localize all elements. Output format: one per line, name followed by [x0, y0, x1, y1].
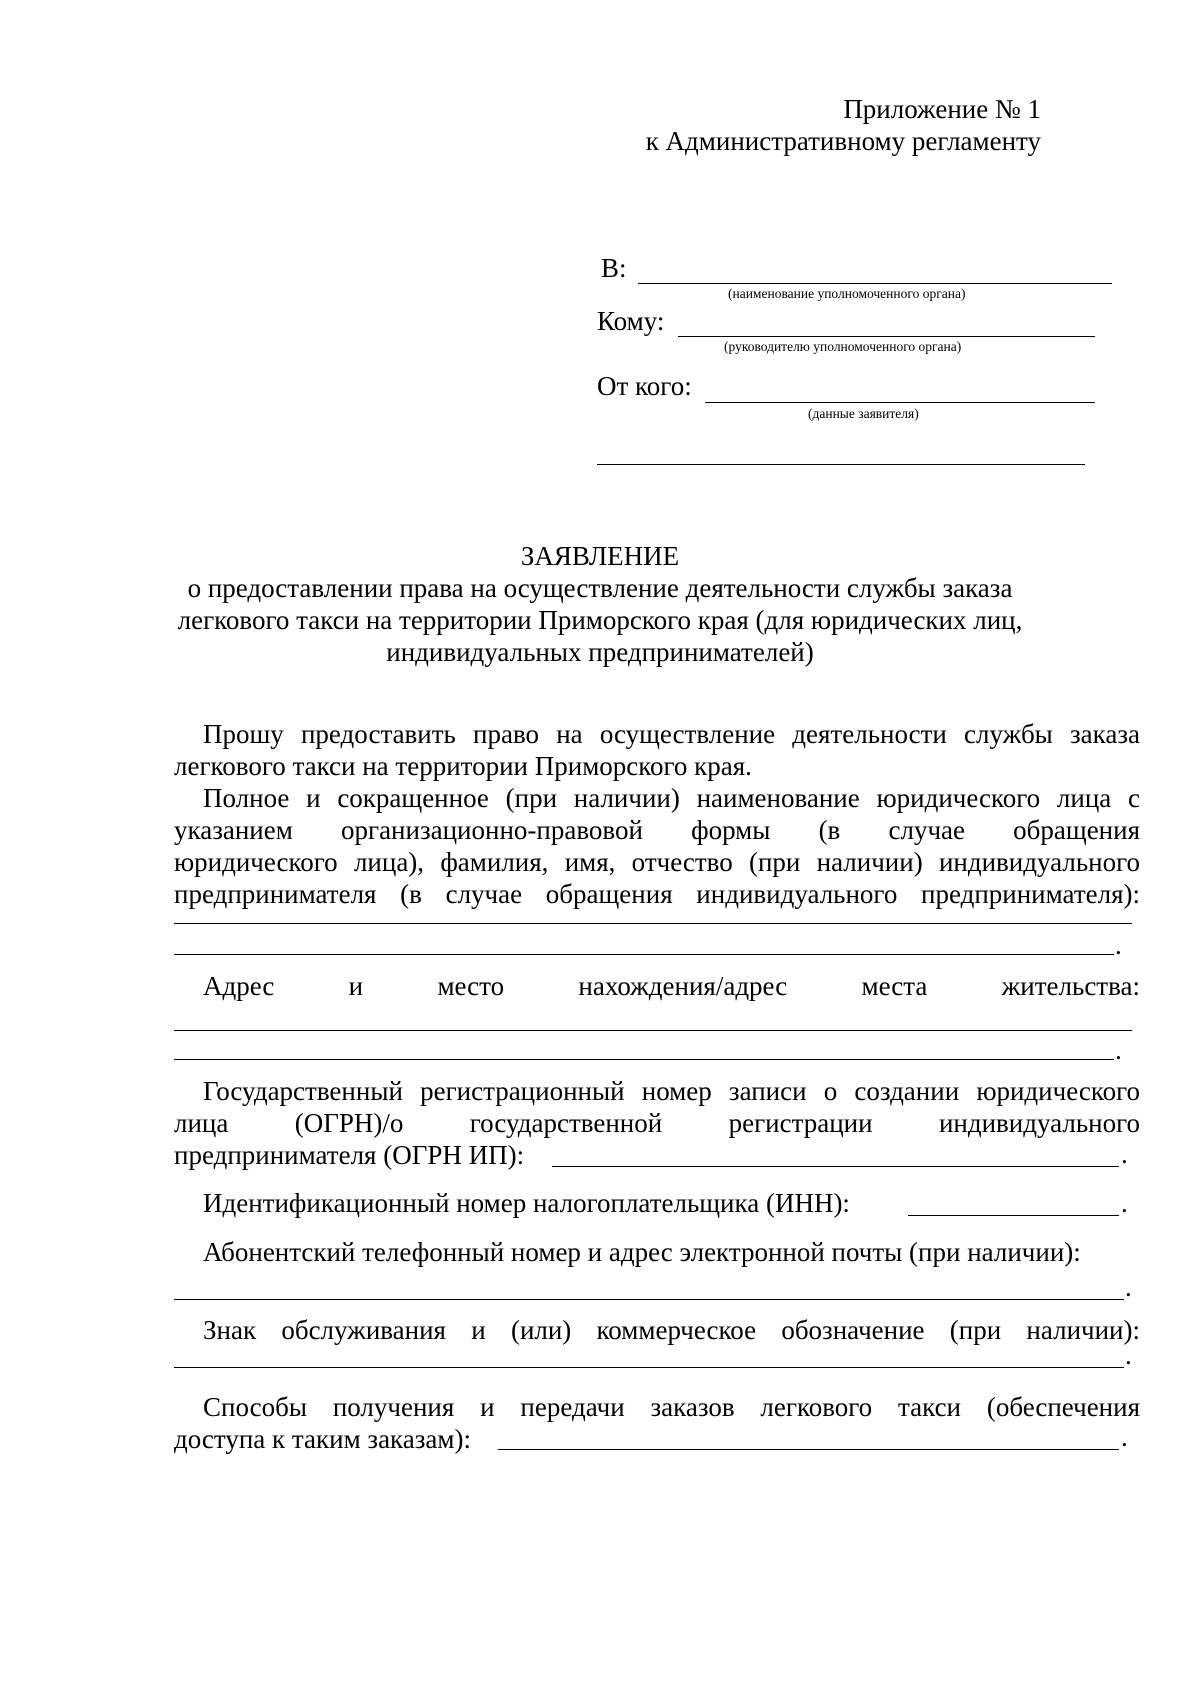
ogrn-period: .	[1121, 1139, 1128, 1169]
address-line: Адрес и место нахождения/адрес места жительства:	[203, 971, 1140, 1001]
inn-line: Идентификационный номер налогоплательщика (ИНН):	[203, 1188, 850, 1218]
to-label: В:	[601, 253, 627, 283]
address-field-1[interactable]	[174, 1030, 1132, 1031]
name-line-4: предпринимателя (в случае обращения индивидуального предпринимателя):	[174, 879, 1140, 909]
ogrn-line-3: предпринимателя (ОГРН ИП):	[174, 1140, 525, 1170]
appendix-reference: к Административному регламенту	[645, 126, 1041, 156]
phone-email-field[interactable]	[174, 1299, 1124, 1300]
methods-line-2: доступа к таким заказам):	[174, 1424, 471, 1454]
name-field-2[interactable]	[174, 954, 1114, 955]
service-mark-line: Знак обслуживания и (или) коммерческое обозначение (при наличии):	[203, 1315, 1140, 1345]
inn-period: .	[1121, 1188, 1128, 1218]
ogrn-field[interactable]	[552, 1166, 1119, 1167]
address-field-2[interactable]	[174, 1059, 1114, 1060]
phone-period: .	[1125, 1272, 1132, 1302]
appendix-number: Приложение № 1	[843, 94, 1041, 124]
request-line-2: легкового такси на территории Приморского края.	[174, 751, 752, 781]
name-line-3: юридического лица), фамилия, имя, отчество (при наличии) индивидуального	[174, 847, 1140, 877]
from-extra-field[interactable]	[597, 464, 1085, 465]
methods-field[interactable]	[498, 1449, 1119, 1450]
title-line-1: о предоставлении права на осуществление деятельности службы заказа	[187, 573, 1013, 603]
address-period: .	[1115, 1035, 1122, 1065]
ogrn-line-2: лица (ОГРН)/о государственной регистрации индивидуального	[174, 1108, 1140, 1138]
phone-email-line: Абонентский телефонный номер и адрес электронной почты (при наличии):	[203, 1237, 1081, 1267]
service-mark-field[interactable]	[174, 1367, 1124, 1368]
whom-label: Кому:	[597, 306, 665, 336]
name-period: .	[1115, 930, 1122, 960]
whom-caption: (руководителю уполномоченного органа)	[724, 339, 962, 354]
inn-field[interactable]	[908, 1215, 1119, 1216]
ogrn-line-1: Государственный регистрационный номер записи о создании юридического	[203, 1076, 1140, 1106]
whom-field[interactable]	[678, 336, 1095, 337]
name-field-1[interactable]	[174, 923, 1132, 924]
from-caption: (данные заявителя)	[808, 406, 919, 421]
mark-period: .	[1125, 1340, 1132, 1370]
name-line-1: Полное и сокращенное (при наличии) наименование юридического лица с	[203, 783, 1140, 813]
request-line-1: Прошу предоставить право на осуществление деятельности службы заказа	[203, 719, 1140, 749]
title-line-3: индивидуальных предпринимателей)	[386, 637, 814, 667]
from-label: От кого:	[597, 371, 692, 401]
title-line-2: легкового такси на территории Приморского края (для юридических лиц,	[177, 605, 1023, 635]
methods-line-1: Способы получения и передачи заказов легкового такси (обеспечения	[203, 1392, 1140, 1422]
to-field[interactable]	[638, 283, 1112, 284]
name-line-2: указанием организационно-правовой формы (в случае обращения	[174, 815, 1140, 845]
from-field[interactable]	[705, 402, 1095, 403]
methods-period: .	[1121, 1422, 1128, 1452]
to-caption: (наименование уполномоченного органа)	[728, 286, 966, 301]
document-title: ЗАЯВЛЕНИЕ	[520, 541, 680, 571]
